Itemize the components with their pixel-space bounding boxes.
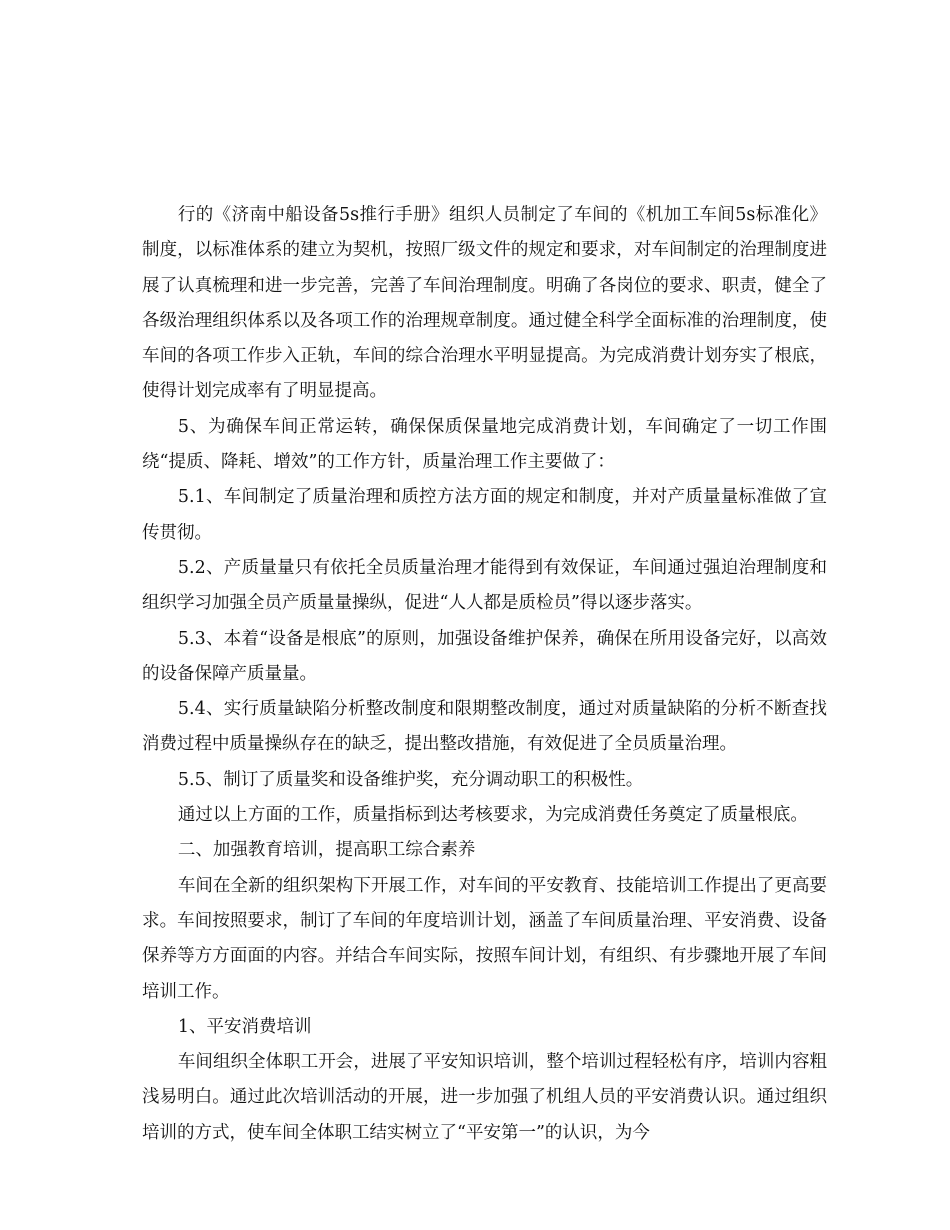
paragraph-5s-management: 行的《济南中船设备5s推行手册》组织人员制定了车间的《机加工车间5s标准化》制度，以标准体系的建立为契机，按照厂级文件的规定和要求，对车间制定的治理制度进展了认真梳理和进一步完善，完善了车间治理制度。明确了各岗位的要求、职责，健全了各级治理组织体系以及各项工作的治理规章制度。通过健全科学全面标准的治理制度，使车间的各项工作步入正轨，车间的综合治理水平明显提高。为完成消费计划夯实了根底，使得计划完成率有了明显提高。 (142, 205, 827, 402)
paragraph-item-5-3: 5.3、本着“设备是根底”的原则，加强设备维护保养，确保在所用设备完好，以高效的设备保障产质量量。 (142, 628, 827, 684)
paragraph-item-5-1: 5.1、车间制定了质量治理和质控方法方面的规定和制度，并对产质量量标准做了宣传贯彻。 (142, 487, 827, 543)
paragraph-training-plan: 车间在全新的组织架构下开展工作，对车间的平安教育、技能培训工作提出了更高要求。车间按照要求，制订了车间的年度培训计划，涵盖了车间质量治理、平安消费、设备保养等方方面面的内容。并结合车间实际，按照车间计划，有组织、有步骤地开展了车间培训工作。 (142, 875, 827, 1002)
paragraph-safety-training: 车间组织全体职工开会，进展了平安知识培训，整个培训过程轻松有序，培训内容粗浅易明白。通过此次培训活动的开展，进一步加强了机组人员的平安消费认识。通过组织培训的方式，使车间全体职工结实树立了“平安第一”的认识，为今 (142, 1052, 827, 1143)
paragraph-quality-summary: 通过以上方面的工作，质量指标到达考核要求，为完成消费任务奠定了质量根底。 (177, 805, 808, 826)
subheading-safety-training: 1、平安消费培训 (177, 1016, 312, 1037)
paragraph-quality-intro: 5、为确保车间正常运转，确保保质保量地完成消费计划，车间确定了一切工作围绕“提质、降耗、增效”的工作方针，质量治理工作主要做了： (142, 416, 827, 473)
paragraph-item-5-5: 5.5、制订了质量奖和设备维护奖，充分调动职工的积极性。 (177, 769, 644, 790)
paragraph-item-5-4: 5.4、实行质量缺陷分析整改制度和限期整改制度，通过对质量缺陷的分析不断查找消费过程中质量操纵存在的缺乏，提出整改措施，有效促进了全员质量治理。 (142, 699, 827, 755)
paragraph-item-5-2: 5.2、产质量量只有依托全员质量治理才能得到有效保证，车间通过强迫治理制度和组织学习加强全员产质量量操纵，促进“人人都是质检员”得以逐步落实。 (142, 557, 827, 614)
document-body (142, 198, 827, 1151)
section-heading-training: 二、加强教育培训，提高职工综合素养 (177, 840, 476, 861)
